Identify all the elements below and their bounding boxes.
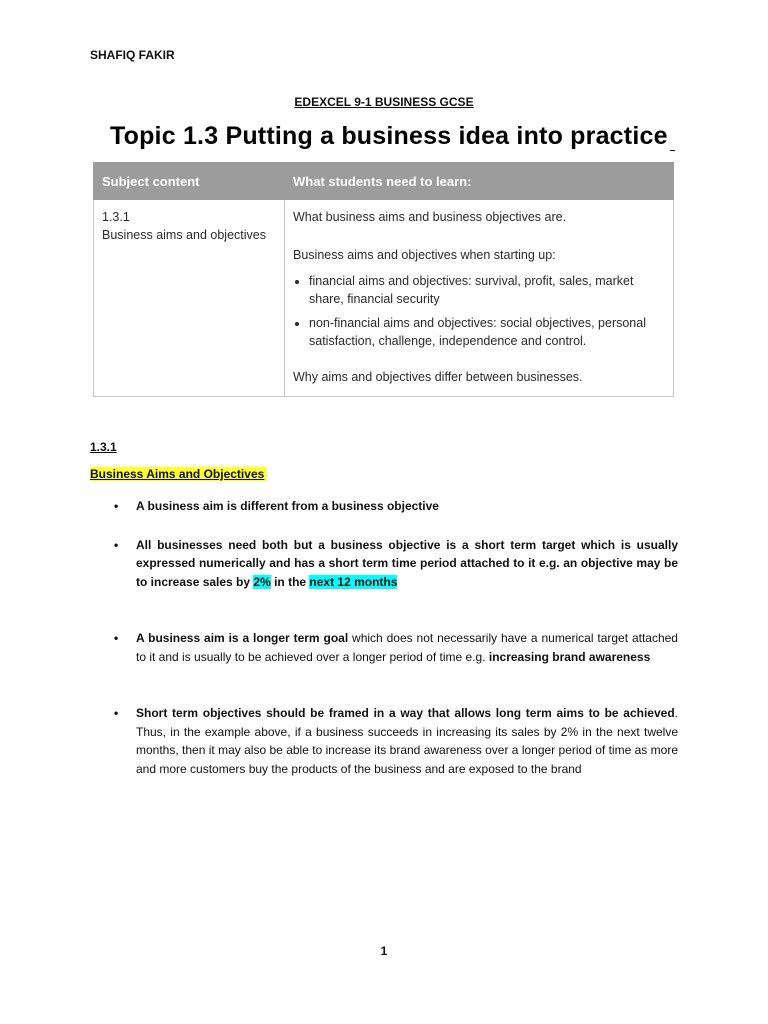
- list-item: • non-financial aims and objectives: social objectives, personal satisfaction, challenge, independence and control.: [309, 314, 665, 350]
- bullet-text: which does not necessarily have a numerical target attached to it and is usually to be achieved over a longer period of time e.g.: [136, 631, 678, 664]
- learn-outro: Why aims and objectives differ between businesses.: [293, 370, 583, 384]
- bullet-dot-icon: •: [114, 499, 119, 513]
- course-title: EDEXCEL 9-1 BUSINESS GCSE: [294, 95, 474, 109]
- bullet-text: Short term objectives should be framed in a way that allows long term aims to be achieved: [136, 706, 675, 720]
- bullet-text: in the: [270, 574, 310, 589]
- topic-title: Topic 1.3 Putting a business idea into practice: [110, 122, 668, 150]
- bullet-text: A business aim is a longer term goal: [136, 631, 349, 645]
- subject-cell: [94, 200, 285, 397]
- bullet-text: A business aim is different from a business objective: [136, 499, 439, 513]
- learn-list: [293, 272, 665, 350]
- bullet-dot-icon: •: [114, 631, 119, 645]
- bullet-item: [114, 536, 678, 592]
- bullet-item: [114, 629, 678, 666]
- bullet-text: increasing brand awareness: [488, 649, 651, 664]
- bullet-list: [114, 497, 678, 778]
- header-subject-content: Subject content: [94, 163, 285, 200]
- author-name: SHAFIQ FAKIR: [90, 48, 175, 62]
- specification-table: [93, 162, 674, 397]
- bullet-dot-icon: •: [114, 537, 119, 552]
- learn-intro: What business aims and business objectives are.: [293, 210, 567, 224]
- subject-code: 1.3.1: [102, 210, 130, 224]
- list-item: • financial aims and objectives: survival, profit, sales, market share, financial security: [309, 272, 665, 308]
- header-what-to-learn: What students need to learn:: [285, 163, 674, 200]
- highlight-percent: 2%: [253, 574, 271, 589]
- bullet-text: All businesses need both but a business objective is a short term target which is usually expressed numerically and has a short term time period attached to it e.g. an objective may be to increase sales by: [136, 537, 678, 589]
- bullet-dot-icon: •: [114, 706, 119, 720]
- bullet-item: [114, 704, 678, 778]
- table-header-row: [94, 163, 674, 200]
- table-row: [94, 200, 674, 397]
- section-number: 1.3.1: [90, 440, 117, 454]
- highlight-period: next 12 months: [309, 574, 398, 589]
- bullet-text: . Thus, in the example above, if a business succeeds in increasing its sales by 2% in the next twelve months, then it may also be able to increase its brand awareness over a longer period of time as more and more customers buy the products of the business and are exposed to the brand: [136, 706, 678, 776]
- learn-cell: [285, 200, 674, 397]
- section-heading: Business Aims and Objectives: [90, 467, 267, 481]
- subject-name: Business aims and objectives: [102, 228, 266, 242]
- learn-lead: Business aims and objectives when starting up:: [293, 248, 556, 262]
- bullet-item: [114, 497, 678, 516]
- title-mark: [670, 150, 675, 151]
- page-number: 1: [380, 944, 388, 958]
